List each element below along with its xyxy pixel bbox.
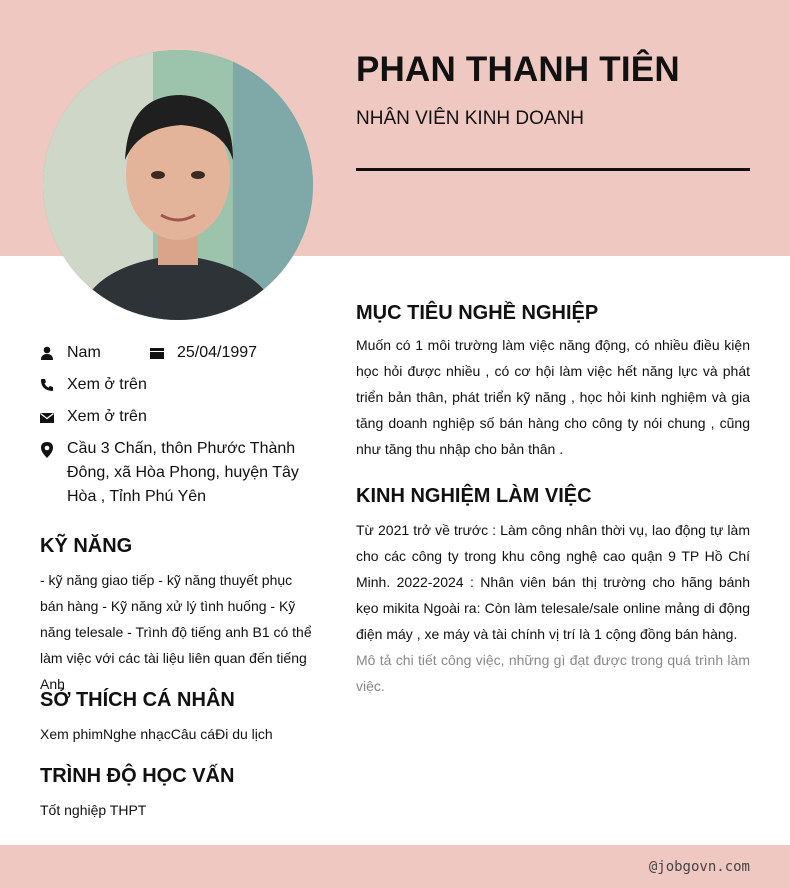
skills-heading: KỸ NĂNG (40, 535, 133, 557)
phone-value: Xem ở trên (67, 376, 147, 393)
address-value: Cầu 3 Chấn, thôn Phước Thành Đông, xã Hòa Phong, huyện Tây Hòa , Tỉnh Phú Yên (67, 440, 299, 505)
experience-body (356, 517, 750, 699)
job-title: NHÂN VIÊN KINH DOANH (356, 108, 585, 129)
candidate-name: PHAN THANH TIÊN (356, 50, 680, 89)
education-heading: TRÌNH ĐỘ HỌC VẤN (40, 765, 235, 787)
person-icon (40, 346, 54, 360)
birthday-row (150, 341, 257, 365)
phone-row (40, 373, 147, 397)
location-pin-icon (40, 442, 54, 456)
experience-heading: KINH NGHIỆM LÀM VIỆC (356, 485, 592, 507)
profile-photo (43, 50, 313, 320)
email-row (40, 405, 147, 429)
email-value: Xem ở trên (67, 408, 147, 425)
gender-row (40, 341, 101, 365)
gender-value: Nam (67, 344, 101, 361)
address-row (40, 437, 300, 509)
hobbies-text: Xem phimNghe nhạcCâu cáĐi du lịch (40, 726, 273, 742)
education-text: Tốt nghiệp THPT (40, 802, 147, 818)
experience-text: Từ 2021 trở về trước : Làm công nhân thời vụ, lao động tự làm cho các công ty trong khu công nghệ cao quận 9 TP Hồ Chí Minh. 2022-2024 : Nhân viên bán thị trường cho hãng bánh kẹo mikita Ngoài ra: Còn làm telesale/sale online mảng di động điện máy , xe máy và tài chính vị trí là 1 cộng đồng bán hàng. (356, 522, 750, 642)
birthday-value: 25/04/1997 (177, 344, 258, 361)
title-divider (356, 168, 750, 171)
hobbies-heading: SỞ THÍCH CÁ NHÂN (40, 689, 235, 711)
objective-text: Muốn có 1 môi trường làm việc năng động, có nhiều điều kiện học hỏi được nhiều , có cơ hội làm việc hết năng lực và phát triển bản thân, phát triển kỹ năng , học hỏi kinh nghiệm và gia tăng doanh nghiệp số bán hàng cho công ty nói chung , cũng như tăng thu nhập cho bản thân . (356, 337, 750, 457)
skills-text: - kỹ năng giao tiếp - kỹ năng thuyết phục bán hàng - Kỹ năng xử lý tình huống - Kỹ năng telesale - Trình độ tiếng anh B1 có thể làm việc với các tài liệu liên quan đến tiếng Anh (40, 572, 312, 692)
experience-placeholder: Mô tả chi tiết công việc, những gì đạt được trong quá trình làm việc. (356, 652, 750, 694)
site-watermark: @jobgovn.com (648, 859, 750, 875)
calendar-icon (150, 346, 164, 360)
objective-heading: MỤC TIÊU NGHỀ NGHIỆP (356, 302, 599, 324)
email-icon (40, 410, 54, 424)
phone-icon (40, 378, 54, 392)
